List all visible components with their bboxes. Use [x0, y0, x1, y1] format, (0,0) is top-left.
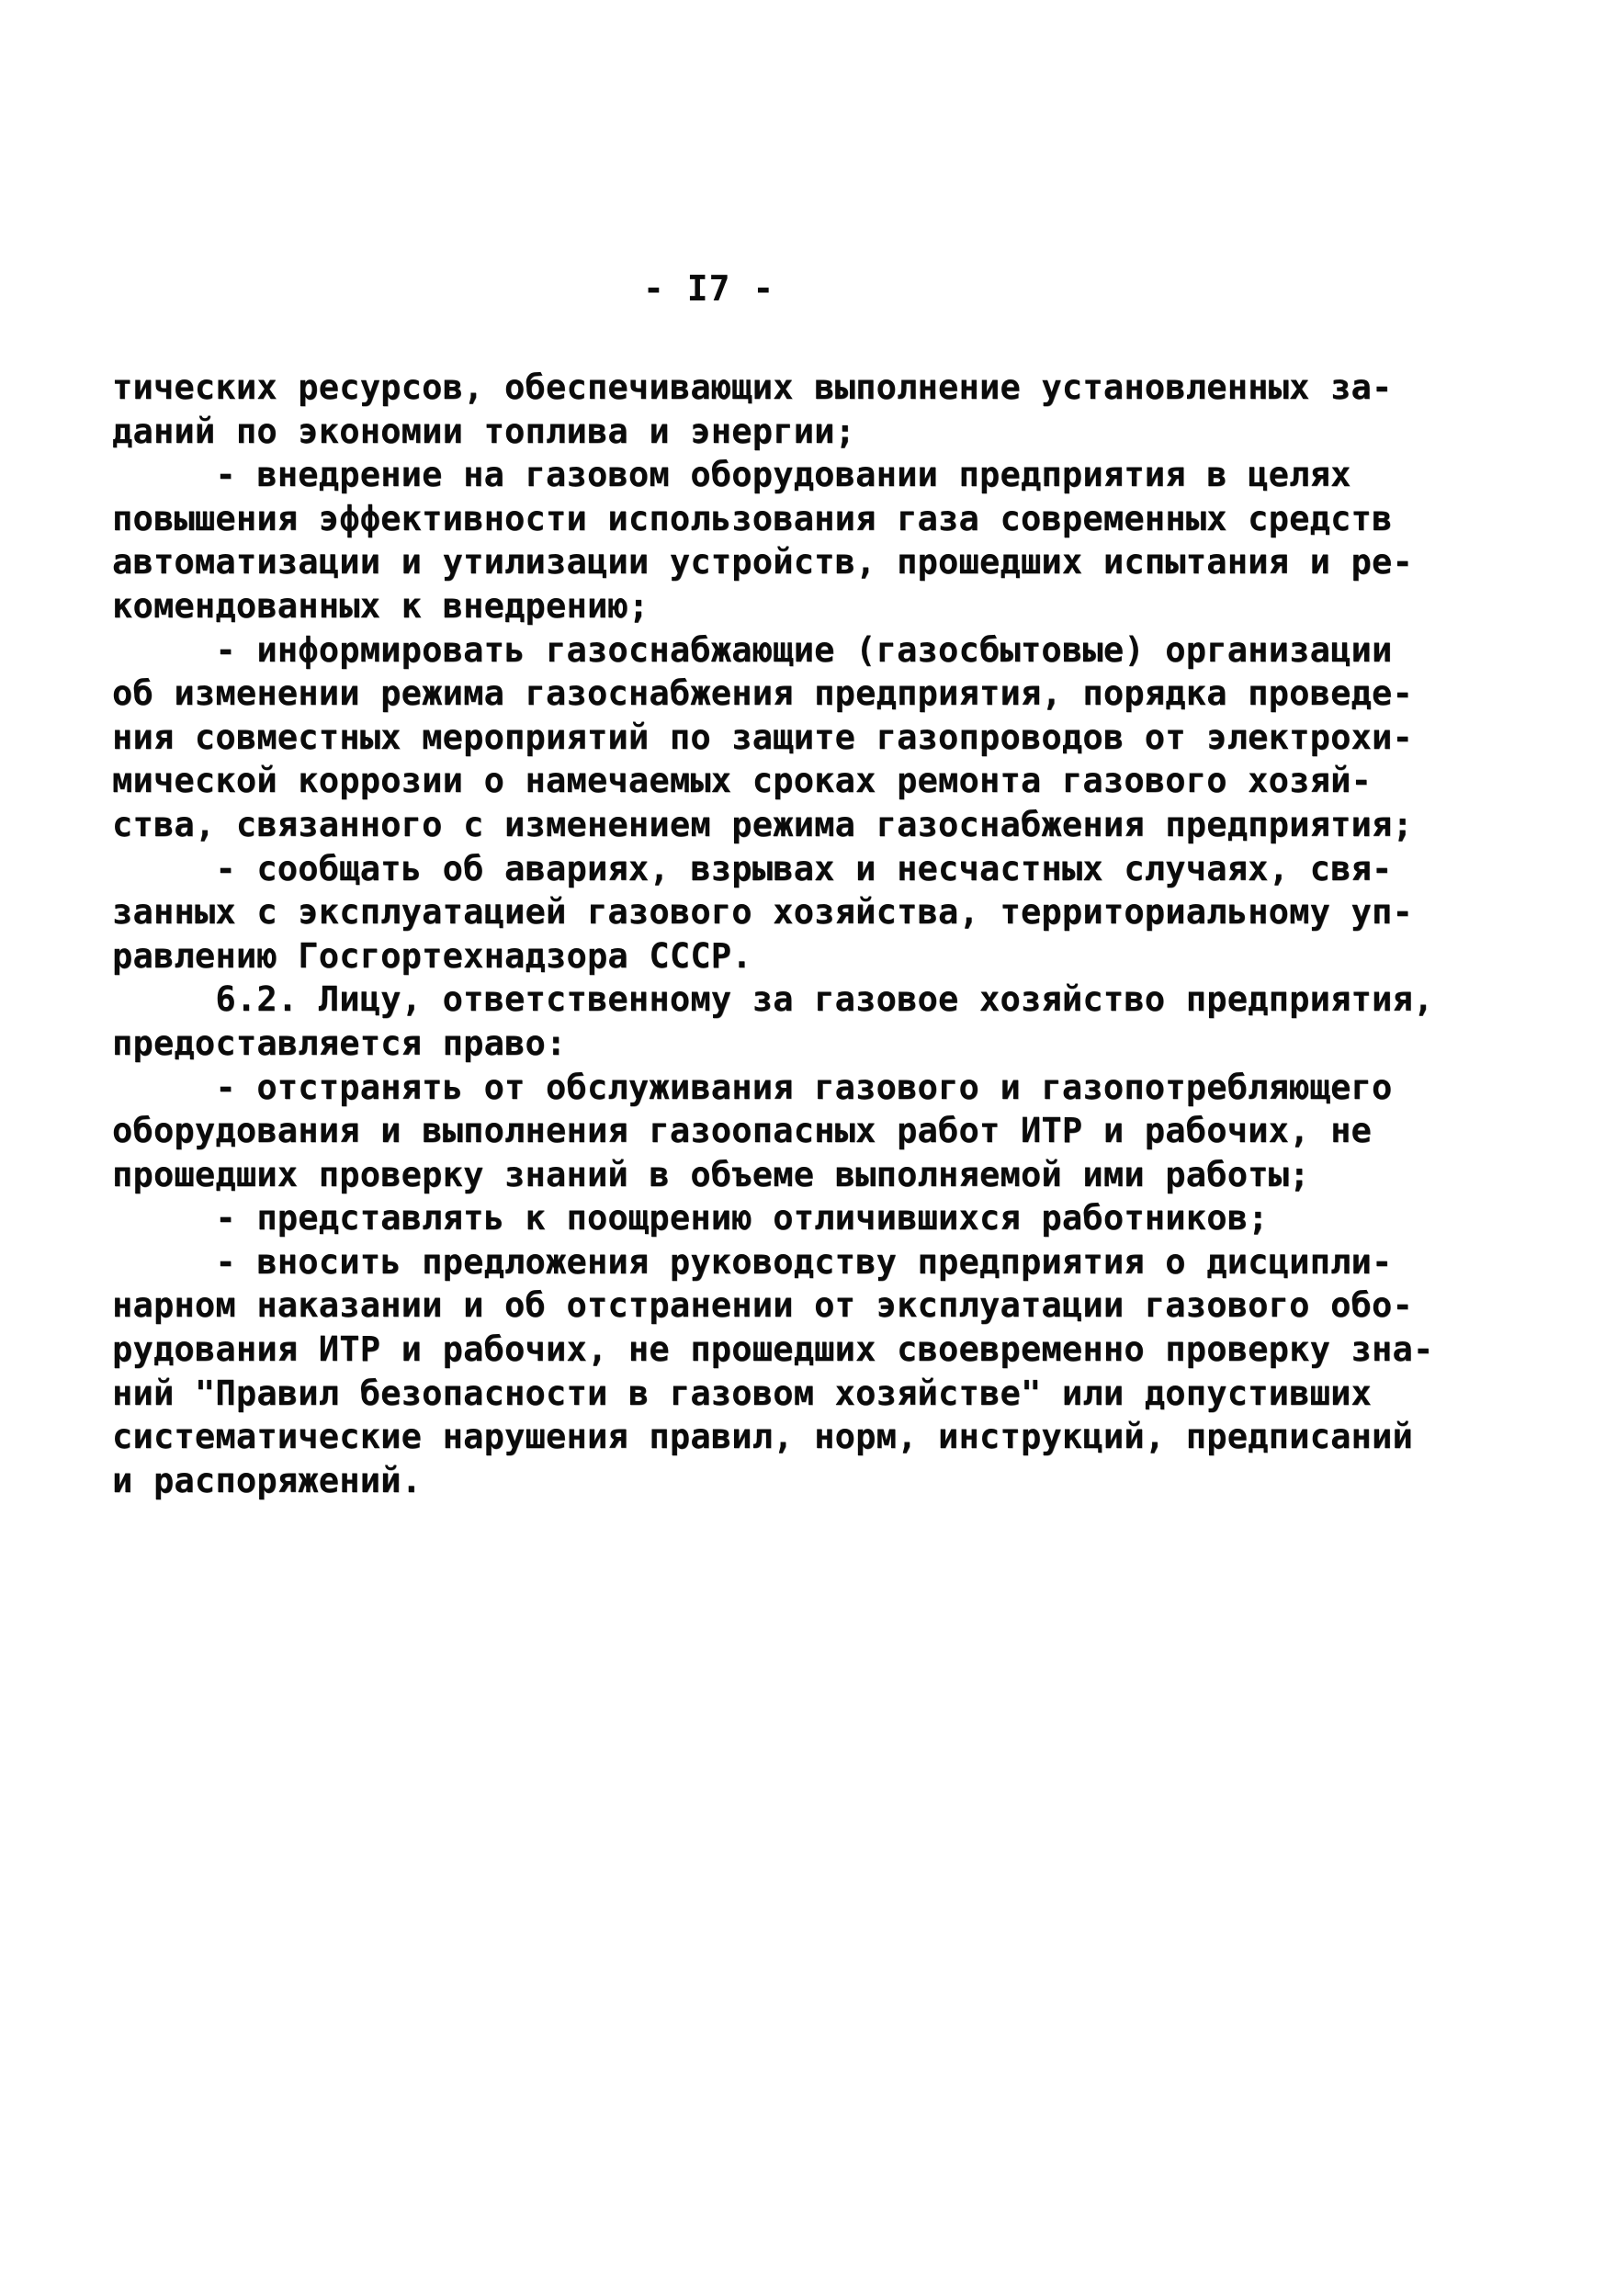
- text-line: рудования ИТР и рабочих, не прошедших своевременно проверку зна-: [112, 1329, 1434, 1370]
- text-line: и распоряжений.: [112, 1460, 423, 1500]
- text-line: систематические нарушения правил, норм, инструкций, предписаний: [112, 1417, 1413, 1457]
- text-line: нарном наказании и об отстранении от эксплуатации газового обо-: [112, 1285, 1413, 1326]
- text-line: - отстранять от обслуживания газового и газопотребляющего: [112, 1067, 1393, 1107]
- text-line: - внедрение на газовом оборудовании предприятия в целях: [112, 455, 1351, 495]
- text-line: автоматизации и утилизации устройств, прошедших испытания и ре-: [112, 542, 1413, 582]
- text-line: - информировать газоснабжающие (газосбытовые) организации: [112, 629, 1393, 670]
- text-line: комендованных к внедрению;: [112, 585, 650, 626]
- text-line: - вносить предложения руководству предприятия о дисципли-: [112, 1241, 1393, 1282]
- text-line: прошедших проверку знаний в объеме выполняемой ими работы;: [112, 1154, 1310, 1194]
- text-line: оборудования и выполнения газоопасных работ ИТР и рабочих, не: [112, 1111, 1373, 1151]
- text-line: даний по экономии топлива и энергии;: [112, 411, 856, 451]
- text-line: 6.2. Лицу, ответственному за газовое хозяйство предприятия,: [112, 979, 1434, 1020]
- text-line: занных с эксплуатацией газового хозяйства, территориальному уп-: [112, 892, 1413, 933]
- text-line: мической коррозии о намечаемых сроках ремонта газового хозяй-: [112, 761, 1373, 801]
- text-line: предоставляется право:: [112, 1023, 567, 1063]
- document-text-block: [112, 366, 1472, 1502]
- text-line: - представлять к поощрению отличившихся работников;: [112, 1198, 1269, 1238]
- text-line: ний "Правил безопасности в газовом хозяйстве" или допустивших: [112, 1373, 1373, 1413]
- text-line: тических ресурсов, обеспечивающих выполнение установленных за-: [112, 368, 1393, 407]
- text-line: равлению Госгортехнадзора СССР.: [112, 935, 752, 976]
- text-line: ния совместных мероприятий по защите газопроводов от электрохи-: [112, 717, 1413, 757]
- text-line: повышения эффективности использования газа современных средств: [112, 498, 1393, 538]
- text-line: - сообщать об авариях, взрывах и несчастных случаях, свя-: [112, 848, 1393, 888]
- text-line: об изменении режима газоснабжения предприятия, порядка проведе-: [112, 673, 1413, 714]
- page-number: - I7 -: [643, 268, 775, 309]
- text-line: ства, связанного с изменением режима газоснабжения предприятия;: [112, 804, 1413, 844]
